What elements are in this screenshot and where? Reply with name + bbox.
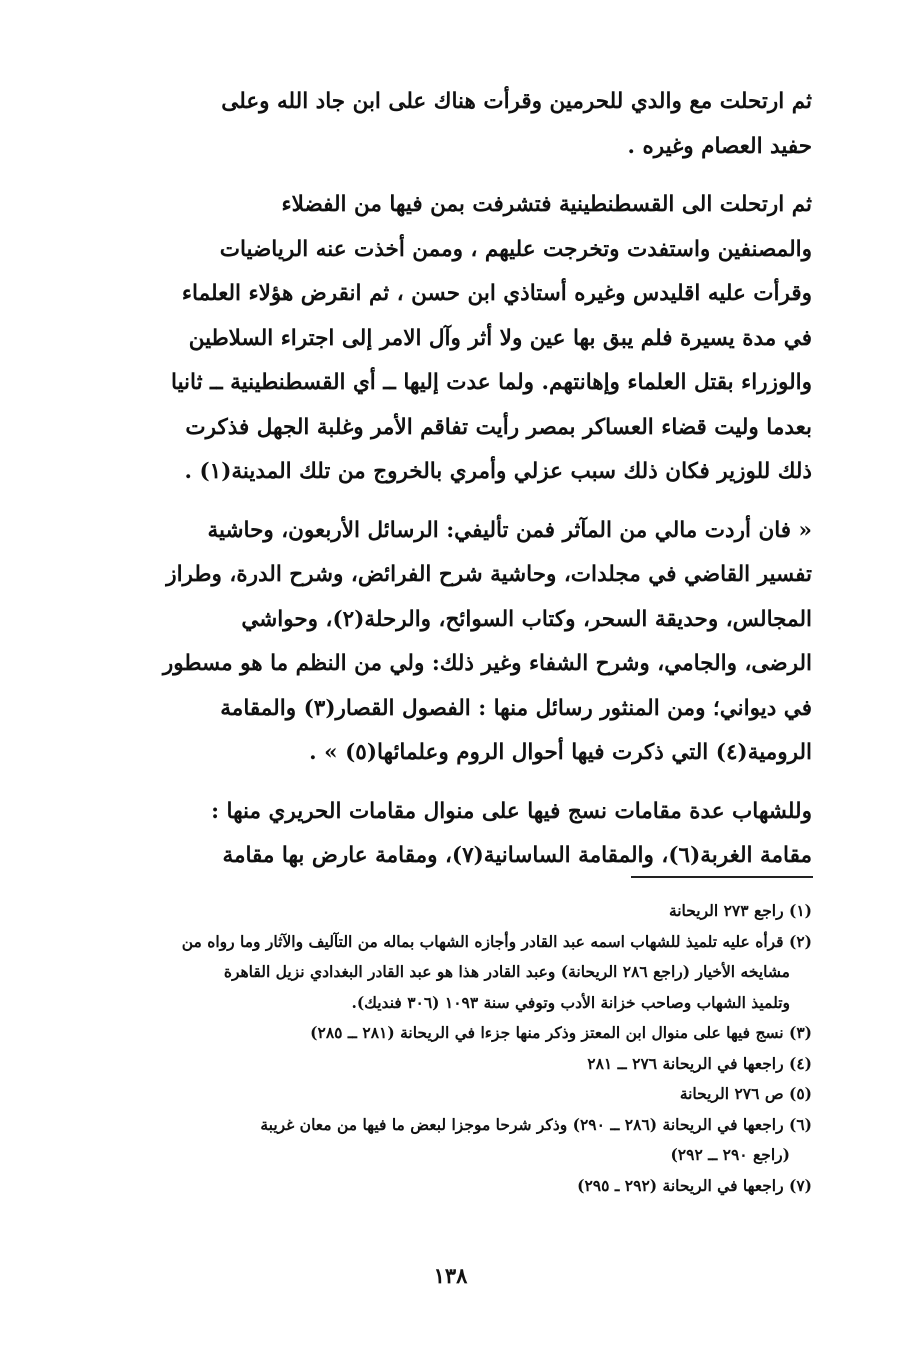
- footnote-3: [88, 1018, 812, 1049]
- footnote-4: [88, 1049, 812, 1080]
- footnote-line: (٧) راجعها في الريحانة (٢٩٢ ـ ٢٩٥): [577, 1175, 812, 1195]
- text-line: والمصنفين واستفدت وتخرجت عليهم ، وممن أخذت عنه الرياضيات: [219, 236, 812, 262]
- paragraph-maqamat: [88, 790, 812, 879]
- footnote-line: (١) راجع ٢٧٣ الريحانة: [668, 901, 812, 920]
- text-line: ذلك للوزير فكان ذلك سبب عزلي وأمري بالخروج من تلك المدينة(١) .: [184, 459, 812, 484]
- footnote-1: [88, 896, 812, 927]
- text-line: وقرأت عليه اقليدس وغيره أستاذي ابن حسن ، ثم انقرض هؤلاء العلماء: [181, 281, 812, 306]
- footnote-2: [88, 927, 812, 1019]
- text-line: « فان أردت مالي من المآثر فمن تأليفي: الرسائل الأربعون، وحاشية: [207, 517, 812, 543]
- footnote-5: [88, 1079, 812, 1110]
- text-line: الرومية(٤) التي ذكرت فيها أحوال الروم وعلمائها(٥) » .: [309, 740, 812, 765]
- footnote-line: (٣) نسج فيها على منوال ابن المعتز وذكر منها جزءا في الريحانة (٢٨١ ــ ٢٨٥): [310, 1023, 812, 1042]
- footnote-line: (٦) راجعها في الريحانة (٢٨٦ ــ ٢٩٠) وذكر شرحا موجزا لبعض ما فيها من معان غريبة: [260, 1114, 812, 1134]
- text-line: ثم ارتحلت مع والدي للحرمين وقرأت هناك على ابن جاد الله وعلى: [221, 89, 812, 114]
- text-line: في ديواني؛ ومن المنثور رسائل منها : الفصول القصار(٣) والمقامة: [220, 695, 812, 721]
- text-line: حفيد العصام وغيره .: [627, 133, 812, 159]
- text-line: بعدما وليت قضاء العساكر بمصر رأيت تفاقم الأمر وغلبة الجهل فذكرت: [185, 414, 812, 440]
- footnote-line: وتلميذ الشهاب وصاحب خزانة الأدب وتوفي سنة ١٠٩٣ (٣٠٦ فنديك).: [351, 992, 790, 1012]
- text-line: في مدة يسيرة فلم يبق بها عين ولا أثر وآل الامر إلى اجتراء السلاطين: [188, 325, 812, 351]
- paragraph-writings: [88, 509, 812, 776]
- footnote-7: [88, 1171, 812, 1202]
- footnotes: [88, 896, 812, 1201]
- footnote-separator-rule: [631, 876, 813, 878]
- footnote-6: [88, 1110, 812, 1171]
- text-line: مقامة الغربة(٦)، والمقامة الساسانية(٧)، ومقامة عارض بها مقامة: [222, 843, 812, 868]
- paragraph-travel-haramain: [88, 80, 812, 169]
- text-line: والوزراء بقتل العلماء وإهانتهم. ولما عدت إليها ــ أي القسطنطينية ــ ثانيا: [171, 370, 812, 395]
- footnote-line: مشايخه الأخيار (راجع ٢٨٦ الريحانة) وعبد القادر هذا هو عبد القادر البغدادي نزيل القاهرة: [223, 962, 790, 981]
- footnote-line: (٥) ص ٢٧٦ الريحانة: [679, 1084, 812, 1103]
- text-line: ثم ارتحلت الى القسطنطينية فتشرفت بمن فيها من الفضلاء: [281, 192, 812, 217]
- text-line: وللشهاب عدة مقامات نسج فيها على منوال مقامات الحريري منها :: [211, 798, 812, 824]
- footnote-line: (٤) راجعها في الريحانة ٢٧٦ ــ ٢٨١: [587, 1053, 812, 1073]
- text-line: المجالس، وحديقة السحر، وكتاب السوائح، والرحلة(٢)، وحواشي: [241, 606, 812, 632]
- text-line: الرضى، والجامي، وشرح الشفاء وغير ذلك: ولي من النظم ما هو مسطور: [162, 651, 812, 676]
- page-number: ١٣٨: [433, 1263, 468, 1288]
- footnote-line: (٢) قرأه عليه تلميذ للشهاب اسمه عبد القادر وأجازه الشهاب بماله من التآليف والآثار وما رواه من: [181, 931, 812, 951]
- footnote-line: (راجع ٢٩٠ ــ ٢٩٢): [670, 1145, 790, 1164]
- paragraph-constantinople: [88, 183, 812, 495]
- text-line: تفسير القاضي في مجلدات، وحاشية شرح الفرائض، وشرح الدرة، وطراز: [166, 562, 812, 587]
